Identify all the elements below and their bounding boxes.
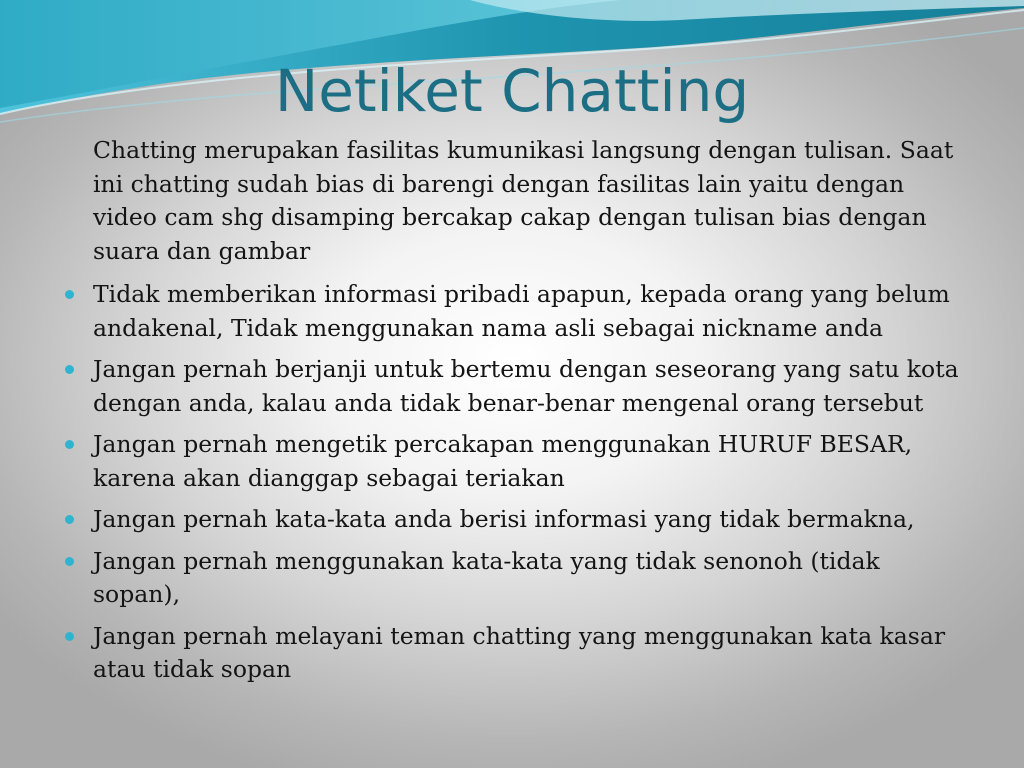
bullet-item: Jangan pernah berjanji untuk bertemu dengan seseorang yang satu kota dengan anda, kalau anda tidak benar-benar mengenal orang tersebut [62,353,962,420]
slide-title: Netiket Chatting [274,57,750,125]
bullet-item: Tidak memberikan informasi pribadi apapun, kepada orang yang belum andakenal, Tidak menggunakan nama asli sebagai nickname anda [62,278,962,345]
bullet-item: Jangan pernah mengetik percakapan menggunakan HURUF BESAR, karena akan dianggap sebagai teriakan [62,428,962,495]
bullet-item: Jangan pernah menggunakan kata-kata yang tidak senonoh (tidak sopan), [62,545,962,612]
intro-paragraph: Chatting merupakan fasilitas kumunikasi langsung dengan tulisan. Saat ini chatting sudah bias di barengi dengan fasilitas lain yaitu dengan video cam shg disamping bercakap cakap dengan tulisan bias dengan suara dan gambar [93,136,954,265]
bullet-item: Jangan pernah kata-kata anda berisi informasi yang tidak bermakna, [62,503,962,537]
bullet-item: Jangan pernah melayani teman chatting yang menggunakan kata kasar atau tidak sopan [62,620,962,687]
slide-body [62,134,962,695]
